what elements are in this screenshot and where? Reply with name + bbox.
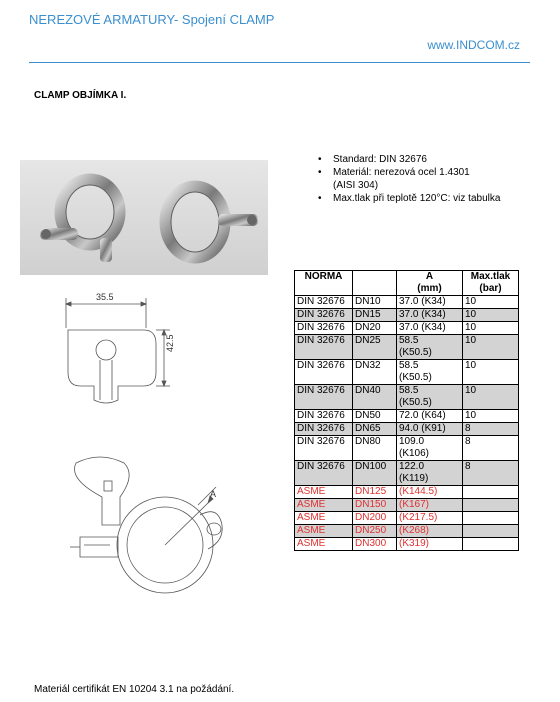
cell-pressure bbox=[463, 486, 519, 499]
cell-norma: ASME bbox=[295, 499, 353, 512]
cell-dn: DN100 bbox=[353, 461, 397, 486]
table-header-row bbox=[295, 271, 519, 296]
table-row bbox=[295, 309, 519, 322]
cell-pressure bbox=[463, 499, 519, 512]
spec-list bbox=[315, 153, 500, 205]
column-header: A (mm) bbox=[397, 271, 463, 296]
cell-dn: DN10 bbox=[353, 296, 397, 309]
clamp-drawing-front bbox=[40, 445, 250, 615]
cell-norma: DIN 32676 bbox=[295, 436, 353, 461]
cell-pressure: 10 bbox=[463, 410, 519, 423]
table-row bbox=[295, 436, 519, 461]
table-body bbox=[295, 296, 519, 551]
cell-norma: DIN 32676 bbox=[295, 461, 353, 486]
cell-dn: DN20 bbox=[353, 322, 397, 335]
table-row bbox=[295, 461, 519, 486]
cell-pressure: 8 bbox=[463, 423, 519, 436]
table-row bbox=[295, 296, 519, 309]
table-row bbox=[295, 525, 519, 538]
cell-dn: DN32 bbox=[353, 360, 397, 385]
cell-pressure: 10 bbox=[463, 360, 519, 385]
cell-norma: ASME bbox=[295, 512, 353, 525]
spec-item-continuation: (AISI 304) bbox=[333, 180, 379, 191]
cell-norma: DIN 32676 bbox=[295, 360, 353, 385]
cell-a: (K144.5) bbox=[397, 486, 463, 499]
cell-pressure: 10 bbox=[463, 385, 519, 410]
cell-norma: DIN 32676 bbox=[295, 322, 353, 335]
table-row bbox=[295, 512, 519, 525]
header-divider bbox=[29, 62, 530, 63]
cell-a: 37.0 (K34) bbox=[397, 309, 463, 322]
column-header bbox=[353, 271, 397, 296]
section-title: CLAMP OBJÍMKA I. bbox=[34, 90, 127, 101]
cell-norma: DIN 32676 bbox=[295, 423, 353, 436]
spec-item-text: Max.tlak při teplotě 120°C: viz tabulka bbox=[333, 193, 501, 204]
table-row bbox=[295, 385, 519, 410]
table-row bbox=[295, 360, 519, 385]
cell-norma: DIN 32676 bbox=[295, 296, 353, 309]
table-row bbox=[295, 335, 519, 360]
table-row bbox=[295, 322, 519, 335]
cell-norma: ASME bbox=[295, 486, 353, 499]
cell-norma: DIN 32676 bbox=[295, 385, 353, 410]
cell-dn: DN200 bbox=[353, 512, 397, 525]
page-title: NEREZOVÉ ARMATURY- Spojení CLAMP bbox=[29, 12, 275, 27]
cell-pressure: 8 bbox=[463, 436, 519, 461]
cell-dn: DN65 bbox=[353, 423, 397, 436]
cell-norma: ASME bbox=[295, 525, 353, 538]
cell-dn: DN40 bbox=[353, 385, 397, 410]
cell-pressure bbox=[463, 538, 519, 551]
site-url[interactable]: www.INDCOM.cz bbox=[427, 38, 520, 52]
cell-norma: DIN 32676 bbox=[295, 410, 353, 423]
cell-dn: DN50 bbox=[353, 410, 397, 423]
cell-pressure bbox=[463, 512, 519, 525]
cell-a: (K268) bbox=[397, 525, 463, 538]
spec-item bbox=[315, 153, 500, 166]
spec-item bbox=[315, 166, 500, 192]
cell-pressure: 10 bbox=[463, 322, 519, 335]
table-row bbox=[295, 410, 519, 423]
cell-dn: DN25 bbox=[353, 335, 397, 360]
cell-pressure: 10 bbox=[463, 335, 519, 360]
cell-dn: DN15 bbox=[353, 309, 397, 322]
spec-item-text: Materiál: nerezová ocel 1.4301 bbox=[333, 167, 470, 178]
cell-norma: ASME bbox=[295, 538, 353, 551]
cell-pressure: 10 bbox=[463, 309, 519, 322]
clamp-drawing-side bbox=[40, 288, 180, 418]
cell-dn: DN250 bbox=[353, 525, 397, 538]
cell-norma: DIN 32676 bbox=[295, 309, 353, 322]
table-row bbox=[295, 486, 519, 499]
width-dimension: 35.5 bbox=[96, 292, 114, 302]
cell-a: 37.0 (K34) bbox=[397, 296, 463, 309]
dimension-table bbox=[294, 270, 519, 551]
footer-note: Materiál certifikát EN 10204 3.1 na požádání. bbox=[34, 684, 235, 695]
cell-norma: DIN 32676 bbox=[295, 335, 353, 360]
spec-item-text: Standard: DIN 32676 bbox=[333, 154, 427, 165]
cell-dn: DN125 bbox=[353, 486, 397, 499]
table-row bbox=[295, 538, 519, 551]
cell-dn: DN150 bbox=[353, 499, 397, 512]
cell-a: 122.0 (K119) bbox=[397, 461, 463, 486]
cell-a: (K319) bbox=[397, 538, 463, 551]
a-dimension-label: A bbox=[210, 489, 217, 499]
cell-a: (K217.5) bbox=[397, 512, 463, 525]
cell-pressure: 10 bbox=[463, 296, 519, 309]
cell-pressure: 8 bbox=[463, 461, 519, 486]
cell-a: 109.0 (K106) bbox=[397, 436, 463, 461]
table-row bbox=[295, 423, 519, 436]
cell-a: 94.0 (K91) bbox=[397, 423, 463, 436]
cell-a: 58.5 (K50.5) bbox=[397, 335, 463, 360]
cell-pressure bbox=[463, 525, 519, 538]
cell-a: (K167) bbox=[397, 499, 463, 512]
column-header: NORMA bbox=[295, 271, 353, 296]
column-header: Max.tlak (bar) bbox=[463, 271, 519, 296]
height-dimension: 42.5 bbox=[165, 334, 175, 352]
clamp-photo bbox=[20, 160, 268, 275]
table-row bbox=[295, 499, 519, 512]
cell-dn: DN300 bbox=[353, 538, 397, 551]
cell-a: 72.0 (K64) bbox=[397, 410, 463, 423]
cell-a: 58.5 (K50.5) bbox=[397, 360, 463, 385]
cell-a: 58.5 (K50.5) bbox=[397, 385, 463, 410]
spec-item bbox=[315, 192, 500, 205]
cell-a: 37.0 (K34) bbox=[397, 322, 463, 335]
cell-dn: DN80 bbox=[353, 436, 397, 461]
